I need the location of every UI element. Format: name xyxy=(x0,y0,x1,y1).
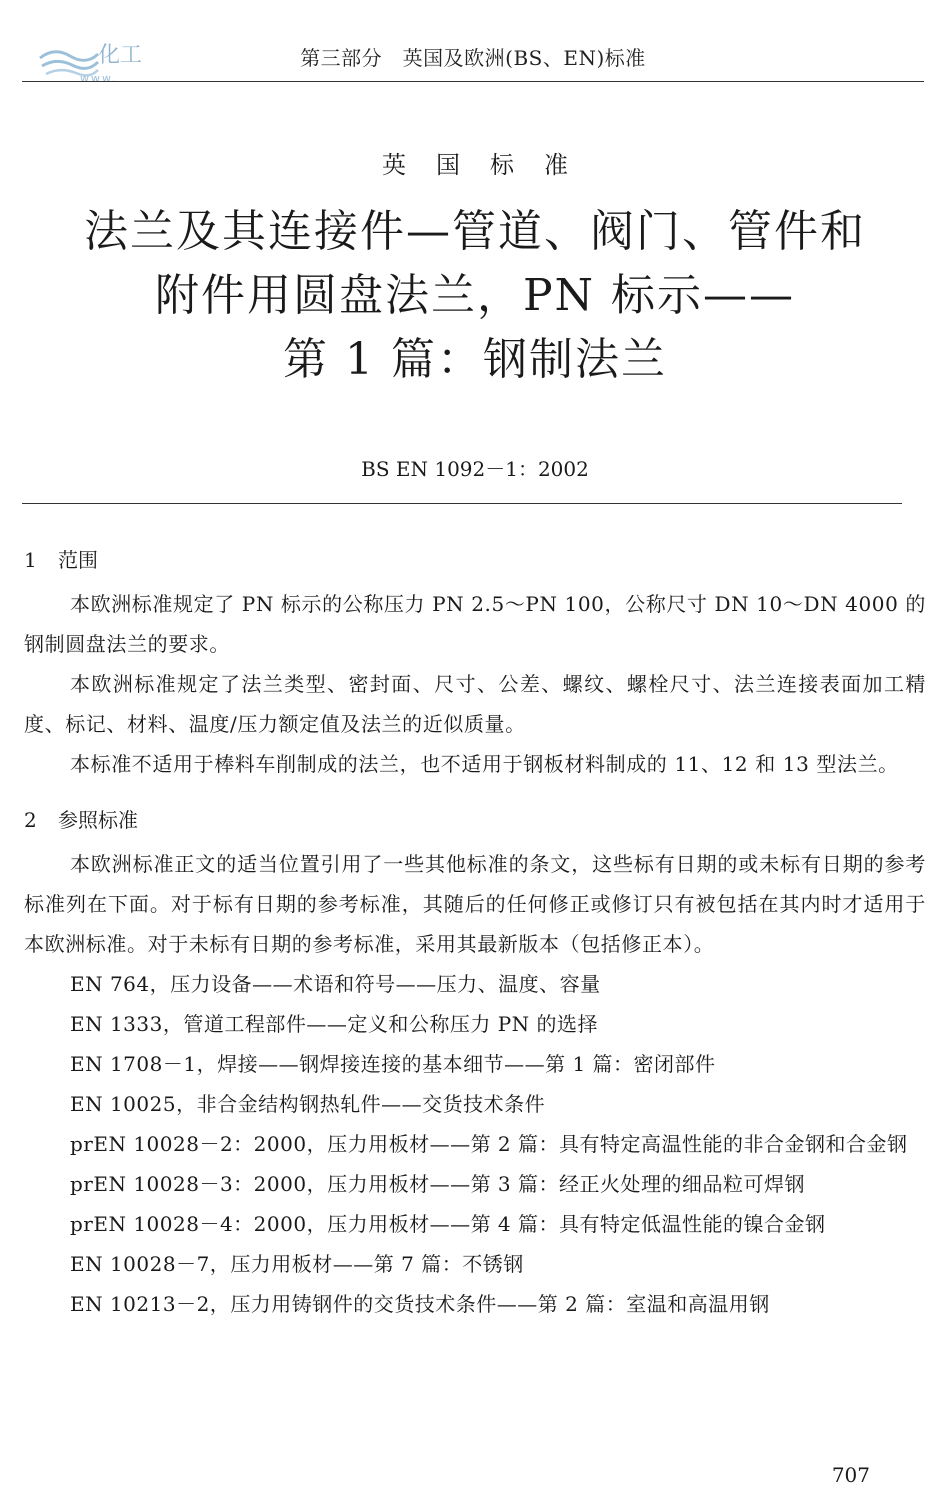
section-1-heading xyxy=(24,540,926,580)
reference-title: 压力用铸钢件的交货技术条件——第 2 篇：室温和高温用钢 xyxy=(230,1292,770,1316)
reference-title: 非合金结构钢热轧件——交货技术条件 xyxy=(196,1092,546,1116)
reference-code: prEN 10028－3：2000， xyxy=(70,1172,328,1196)
reference-item xyxy=(24,1244,926,1284)
section-number: 2 xyxy=(24,808,37,832)
reference-item xyxy=(24,1044,926,1084)
standard-number: BS EN 1092－1：2002 xyxy=(361,457,589,481)
paragraph: 本欧洲标准正文的适当位置引用了一些其他标准的条文，这些标有日期的或未标有日期的参考标准列在下面。对于标有日期的参考标准，其随后的任何修正或修订只有被包括在其内时才适用于本欧洲标准。对于未标有日期的参考标准，采用其最新版本（包括修正本）。 xyxy=(24,852,926,956)
section-2-heading xyxy=(24,800,926,840)
reference-code: EN 1333， xyxy=(70,1012,184,1036)
reference-code: EN 1708－1， xyxy=(70,1052,218,1076)
reference-title: 压力用板材——第 7 篇：不锈钢 xyxy=(230,1252,524,1276)
title-line-3: 第 1 篇：钢制法兰 xyxy=(283,334,667,385)
page-header xyxy=(22,30,924,82)
document-body xyxy=(24,540,926,1324)
page-number: 707 xyxy=(831,1463,870,1487)
paragraph: 本标准不适用于棒料车削制成的法兰，也不适用于钢板材料制成的 11、12 和 13 型法兰。 xyxy=(70,752,899,776)
reference-item xyxy=(24,1284,926,1324)
title-line-2: 附件用圆盘法兰，PN 标示—— xyxy=(154,270,796,321)
reference-item xyxy=(24,1164,926,1204)
reference-code: EN 10025， xyxy=(70,1092,197,1116)
reference-title: 压力用板材——第 4 篇：具有特定低温性能的镍合金钢 xyxy=(327,1212,826,1236)
reference-code: EN 764， xyxy=(70,972,171,996)
document-title xyxy=(40,200,910,392)
reference-list xyxy=(24,964,926,1324)
standard-type-label: 英国标准 xyxy=(382,151,598,179)
reference-item xyxy=(24,1004,926,1044)
title-divider xyxy=(22,503,902,504)
reference-code: EN 10213－2， xyxy=(70,1292,231,1316)
running-header-title: 第三部分 英国及欧洲(BS、EN)标准 xyxy=(300,46,646,70)
reference-title: 压力用板材——第 2 篇：具有特定高温性能的非合金钢和合金钢 xyxy=(327,1132,908,1156)
reference-title: 管道工程部件——定义和公称压力 PN 的选择 xyxy=(183,1012,599,1036)
reference-item xyxy=(24,1124,926,1164)
logo-text: 化工 xyxy=(98,43,143,68)
reference-item xyxy=(24,1084,926,1124)
section-title: 范围 xyxy=(58,548,98,572)
reference-title: 压力用板材——第 3 篇：经正火处理的细品粒可焊钢 xyxy=(327,1172,806,1196)
logo-subtext: www. xyxy=(80,72,118,84)
title-line-1: 法兰及其连接件—管道、阀门、管件和 xyxy=(84,206,866,257)
section-number: 1 xyxy=(24,548,37,572)
reference-code: prEN 10028－4：2000， xyxy=(70,1212,328,1236)
reference-title: 压力设备——术语和符号——压力、温度、容量 xyxy=(170,972,601,996)
paragraph: 本欧洲标准规定了 PN 标示的公称压力 PN 2.5～PN 100，公称尺寸 DN 10～DN 4000 的钢制圆盘法兰的要求。 xyxy=(24,592,926,656)
reference-code: prEN 10028－2：2000， xyxy=(70,1132,328,1156)
paragraph: 本欧洲标准规定了法兰类型、密封面、尺寸、公差、螺纹、螺栓尺寸、法兰连接表面加工精度、标记、材料、温度/压力额定值及法兰的近似质量。 xyxy=(24,672,926,736)
reference-item xyxy=(24,1204,926,1244)
reference-code: EN 10028－7， xyxy=(70,1252,231,1276)
reference-item xyxy=(24,964,926,1004)
header-divider xyxy=(22,81,924,82)
reference-title: 焊接——钢焊接连接的基本细节——第 1 篇：密闭部件 xyxy=(217,1052,716,1076)
section-title: 参照标准 xyxy=(58,808,138,832)
